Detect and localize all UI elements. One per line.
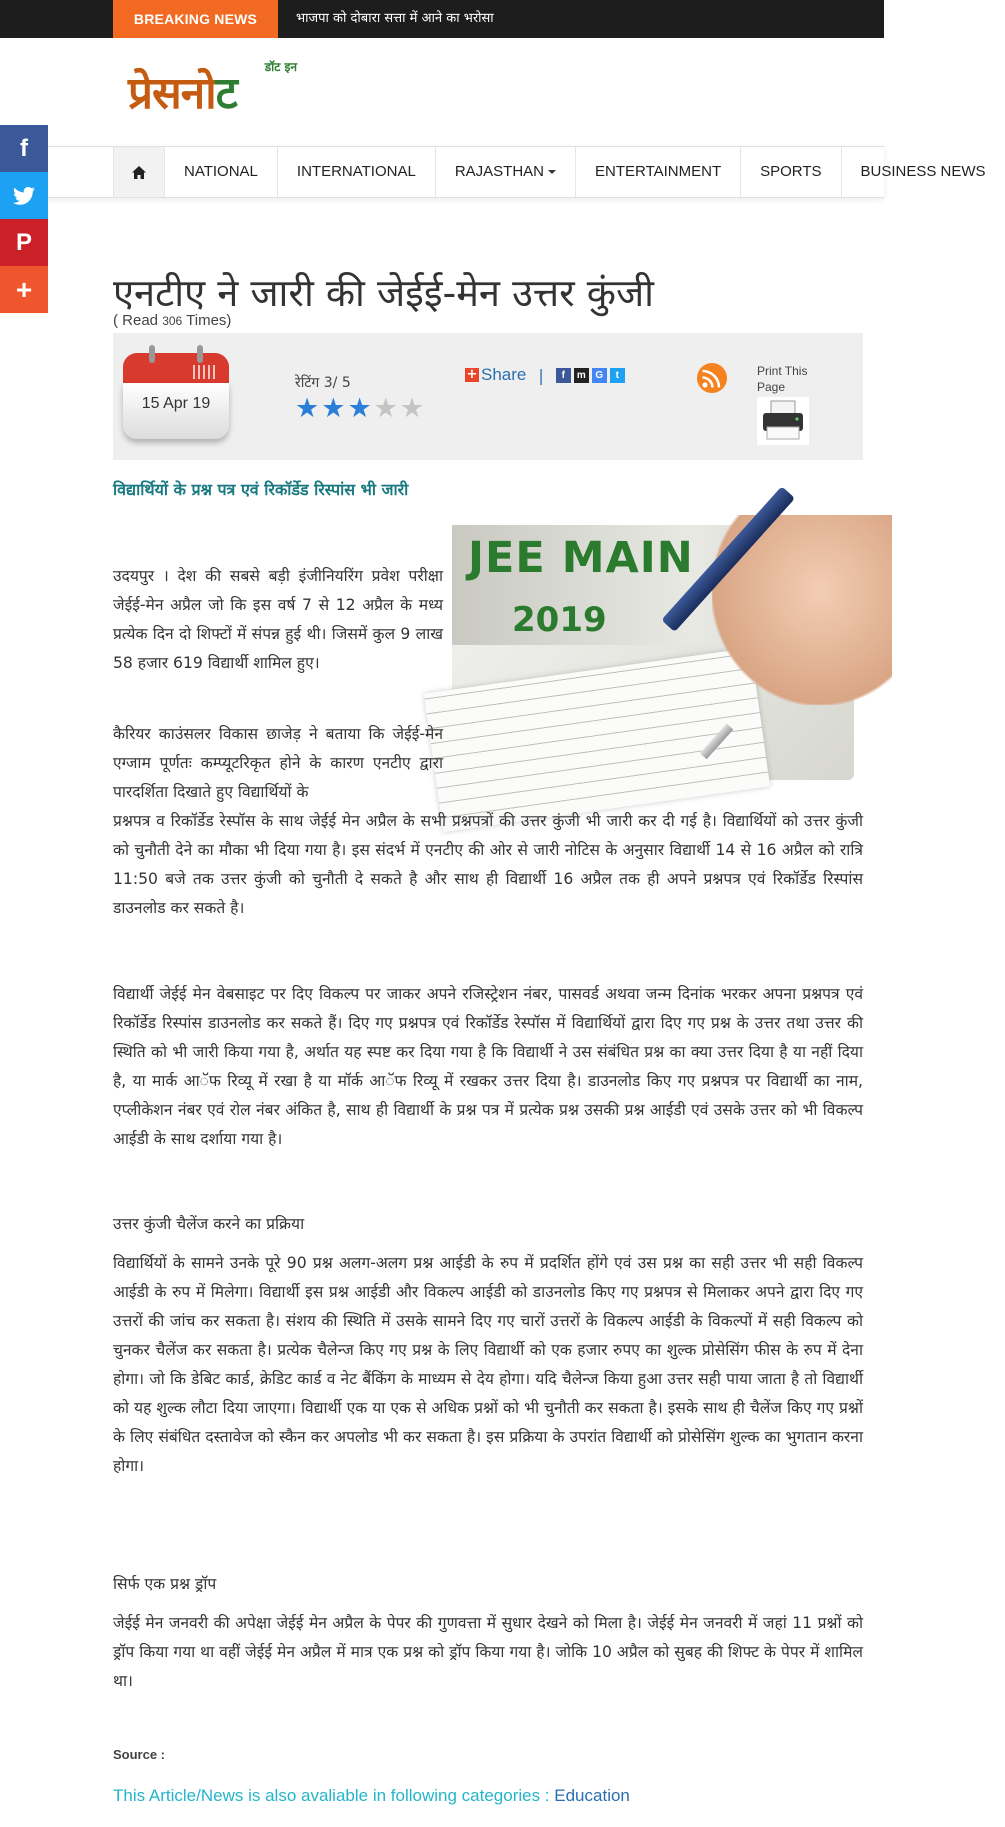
logo-wordmark: प्रेसनोट bbox=[128, 68, 237, 119]
article-subheading: विद्यार्थियों के प्रश्न पत्र एवं रिकॉर्डेड रिस्पांस भी जारी bbox=[113, 480, 409, 499]
share-link[interactable]: Share bbox=[481, 365, 527, 384]
categories-prefix: This Article/News is also avaliable in following categories : bbox=[113, 1786, 550, 1805]
publish-date: 15 Apr 19 bbox=[141, 395, 211, 412]
nav-item-international[interactable]: INTERNATIONAL bbox=[277, 147, 435, 197]
plus-icon: + bbox=[15, 273, 33, 305]
nav-item-rajasthan[interactable] bbox=[435, 147, 575, 197]
nav-item-business-news[interactable]: BUSINESS NEWS bbox=[841, 147, 1005, 197]
section-heading: उत्तर कुंजी चैलेंज करने का प्रक्रिया bbox=[113, 1215, 305, 1233]
google-icon[interactable]: G bbox=[592, 368, 607, 383]
twitter-icon[interactable]: t bbox=[610, 368, 625, 383]
star-icon[interactable]: ★ bbox=[321, 393, 346, 424]
facebook-share-button[interactable] bbox=[0, 125, 48, 172]
nav-item-entertainment[interactable]: ENTERTAINMENT bbox=[575, 147, 740, 197]
category-link[interactable]: Education bbox=[554, 1786, 630, 1805]
nav-home-button[interactable] bbox=[113, 147, 164, 197]
star-icon[interactable]: ★ bbox=[399, 393, 425, 424]
facebook-icon: f bbox=[20, 134, 28, 162]
article-paragraph: प्रश्नपत्र व रिकॉर्डेड रेस्पॉस के साथ जेईई मेन अप्रैल के सभी प्रश्नपत्रों की उत्तर कुंजी भी जारी कर दी गई है। विद्यार्थियों को उत्तर कुंजी को चुनौती देने का मौका भी दिया गया है। इस संदर्भ में एनटीए की ओर से जारी नोटिस के अनुसार विद्यार्थी 14 से 16 अप्रैल को रात्रि 11:50 बजे तक उत्तर कुंजी को चुनौती दे सकते है और साथ ही विद्यार्थी 16 अप्रैल तक ही अपने प्रश्नपत्र एवं रिकॉर्डेड रिस्पांस डाउनलोड कर सकते है। bbox=[113, 812, 863, 917]
rss-icon[interactable] bbox=[697, 363, 727, 393]
star-icon[interactable]: ★ bbox=[295, 393, 320, 424]
print-label[interactable]: Print This Page bbox=[757, 364, 808, 394]
nav-item-label: RAJASTHAN bbox=[454, 163, 544, 180]
section-heading: सिर्फ एक प्रश्न ड्रॉप bbox=[113, 1575, 217, 1593]
nav-item-sports[interactable]: SPORTS bbox=[740, 147, 840, 197]
breaking-news-label: BREAKING NEWS bbox=[113, 0, 278, 38]
chevron-down-icon bbox=[548, 170, 556, 174]
pinterest-share-button[interactable] bbox=[0, 219, 48, 266]
rating-stars[interactable] bbox=[295, 395, 424, 423]
article-paragraph: विद्यार्थियों के सामने उनके पूरे 90 प्रश्न अलग-अलग प्रश्न आईडी के रुप में प्रदर्शित होंगे एवं उस प्रश्न का सही उत्तर भी सही विकल्प आईडी के रुप में मिलेगा। विद्यार्थी इस प्रश्न आईडी और विकल्प आईडी को डाउनलोड किए गए प्रश्नपत्र से मिलाकर अपने द्वारा दिए गए उत्तरों की जांच कर सकता है। संशय की स्थिति में उसके सामने दिए गए चारों उत्तरों के विकल्प आईडी के विकल्पों में सही विकल्प को चुनकर चैलेंज कर सकता है। प्रत्येक चैलेन्ज किए गए प्रश्न के लिए विद्यार्थी को एक हजार रुपए का शुल्क प्रोसेसिंग फीस के रुप में देना होगा। जो कि डेबिट कार्ड, क्रेडिट कार्ड व नेट बैंकिंग के माध्यम से देय होगा। यदि चैलेन्ज किया हुआ उत्तर सही पाया जाता है तो विद्यार्थी को यह शुल्क लौटा दिया जाएगा। विद्यार्थी एक या एक से अधिक प्रश्नों को भी चुनौती कर सकता है। इसके साथ ही चैलेंज किए गए प्रश्नों के लिए संबंधित दस्तावेज को स्कैन कर अपलोड भी कर सकता है। इस प्रक्रिया के उपरांत विद्यार्थी को प्रोसेसिंग शुल्क का भुगतान करना होगा। bbox=[113, 1254, 863, 1475]
printer-icon[interactable] bbox=[757, 397, 809, 445]
article-title: एनटीए ने जारी की जेईई-मेन उत्तर कुंजी bbox=[113, 271, 655, 316]
article-image bbox=[452, 525, 854, 780]
article-paragraph: जेईई मेन जनवरी की अपेक्षा जेईई मेन अप्रैल के पेपर की गुणवत्ता में सुधार देखने को मिला है। जेईई मेन जनवरी में जहां 11 प्रश्नों को ड्रॉप किया गया था वहीं जेईई मेन अप्रैल में मात्र एक प्रश्न को ड्रॉप किया गया है। जोकि 10 अप्रैल को सुबह की शिफ्ट के पेपर में शामिल था। bbox=[113, 1614, 863, 1690]
pinterest-icon: P bbox=[15, 228, 32, 256]
image-caption-line2: 2019 bbox=[512, 600, 607, 640]
logo-tagline: डॉट इन bbox=[264, 60, 297, 74]
article-paragraph: विद्यार्थी जेईई मेन वेबसाइट पर दिए विकल्प पर जाकर अपने रजिस्ट्रेशन नंबर, पासवर्ड अथवा जन्म दिनांक भरकर अपना प्रश्नपत्र एवं रिकॉर्डेड रिस्पांस डाउनलोड कर सकते हैं। दिए गए प्रश्नपत्र एवं रिकॉर्डेड रेस्पॉस में विद्यार्थियों द्वारा दिए गए प्रश्न के उत्तर तथा उत्तर की स्थिति को भी जारी किया गया है, अर्थात यह स्पष्ट कर दिया गया है कि विद्यार्थी ने उस संबंधित प्रश्न का क्या उत्तर दिया है या नहीं दिया है, या मार्क आॅफ रिव्यू में रखा है या मॉर्क आॅफ रिव्यू में रखकर उत्तर दिया है। डाउनलोड किए गए प्रश्नपत्र पर विद्यार्थी का नाम, एप्लीकेशन नंबर एवं रोल नंबर अंकित है, साथ ही विद्यार्थी के प्रश्न पत्र में प्रत्येक प्रश्न उसकी प्रश्न आईडी एवं उसके उत्तर को भी विकल्प आईडी के साथ दर्शाया गया है। bbox=[113, 985, 863, 1148]
rating-label: रेटिंग 3/ 5 bbox=[295, 375, 351, 391]
more-share-button[interactable] bbox=[0, 266, 48, 313]
nav-item-national[interactable]: NATIONAL bbox=[164, 147, 277, 197]
category-line bbox=[113, 1786, 630, 1806]
read-count: ( Read 306 Times) bbox=[113, 312, 232, 329]
myspace-icon[interactable]: m bbox=[574, 368, 589, 383]
article-paragraph: कैरियर काउंसलर विकास छाजेड़ ने बताया कि जेईई-मेन एग्जाम पूर्णतः कम्प्यूटरिकृत होने के कारण एनटीए द्वारा पारदर्शिता दिखाते हुए विद्यार्थियों के bbox=[113, 725, 443, 801]
breaking-news-ticker[interactable]: भाजपा को दोबारा सत्ता में आने का भरोसा bbox=[296, 11, 494, 26]
star-icon[interactable]: ★ bbox=[373, 393, 398, 424]
image-caption-line1: JEE MAIN bbox=[468, 533, 694, 583]
site-logo[interactable] bbox=[128, 58, 303, 138]
facebook-icon[interactable]: f bbox=[556, 368, 571, 383]
twitter-share-button[interactable] bbox=[0, 172, 48, 219]
share-separator: | bbox=[538, 365, 544, 385]
home-icon bbox=[132, 166, 146, 179]
main-navigation bbox=[0, 146, 986, 198]
twitter-icon bbox=[13, 187, 35, 205]
top-bar bbox=[0, 0, 884, 38]
article-info-box bbox=[113, 333, 863, 460]
plus-icon: + bbox=[466, 367, 478, 382]
source-label: Source : bbox=[113, 1747, 166, 1762]
star-icon[interactable]: ★ bbox=[347, 393, 372, 424]
calendar-icon bbox=[123, 345, 229, 445]
article-paragraph: उदयपुर । देश की सबसे बड़ी इंजीनियरिंग प्रवेश परीक्षा जेईई-मेन अप्रैल जो कि इस वर्ष 7 से 12 अप्रैल के मध्य प्रत्येक दिन दो शिफ्टों में संपन्न हुई थी। जिसमें कुल 9 लाख 58 हजार 619 विद्यार्थी शामिल हुए। bbox=[113, 567, 443, 672]
social-share-sidebar bbox=[0, 125, 48, 313]
share-bar bbox=[465, 365, 628, 385]
